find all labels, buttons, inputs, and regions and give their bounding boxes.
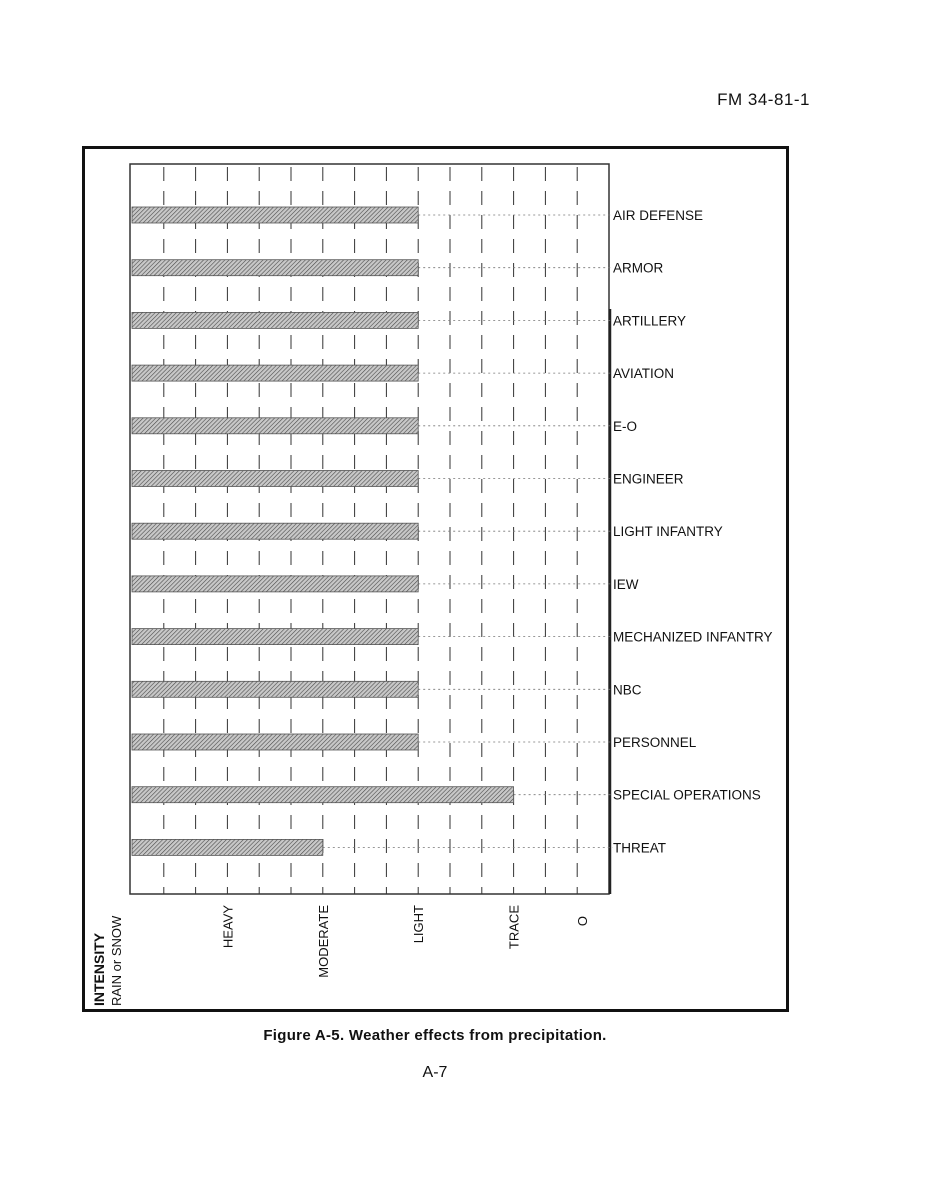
- category-label: ENGINEER: [613, 471, 684, 487]
- axis-title-intensity: INTENSITY: [91, 932, 107, 1006]
- category-label: AVIATION: [613, 366, 675, 382]
- category-label: THREAT: [613, 840, 666, 856]
- x-tick-label: HEAVY: [220, 905, 236, 949]
- bar-personnel: [132, 734, 418, 750]
- category-label: PERSONNEL: [613, 735, 697, 750]
- category-label: ARTILLERY: [613, 313, 687, 329]
- bar-air-defense: [132, 207, 418, 223]
- precipitation-chart: [85, 149, 786, 1009]
- category-label: NBC: [613, 682, 642, 698]
- bar-iew: [132, 576, 418, 592]
- bar-e-o: [132, 418, 418, 434]
- bar-threat: [132, 839, 323, 855]
- bar-mechanized-infantry: [132, 629, 418, 645]
- category-label: LIGHT INFANTRY: [613, 524, 723, 540]
- category-label: ARMOR: [613, 260, 664, 276]
- bar-light-infantry: [132, 523, 418, 539]
- x-tick-label: O: [575, 916, 590, 927]
- bar-aviation: [132, 365, 418, 381]
- category-label: SPECIAL OPERATIONS: [613, 787, 761, 803]
- page-number: A-7: [422, 1064, 448, 1081]
- figure-caption: Figure A-5. Weather effects from precipitation.: [263, 1027, 607, 1044]
- bar-special-operations: [132, 787, 514, 803]
- bar-nbc: [132, 681, 418, 697]
- category-label: MECHANIZED INFANTRY: [613, 629, 773, 645]
- axis-subtitle-rain-snow: RAIN or SNOW: [109, 915, 124, 1006]
- category-label: E-O: [613, 418, 638, 434]
- category-label: IEW: [613, 576, 639, 592]
- figure-frame: [82, 146, 789, 1012]
- x-tick-label: LIGHT: [411, 905, 427, 944]
- bar-armor: [132, 260, 418, 276]
- x-tick-label: TRACE: [506, 905, 522, 950]
- document-id: FM 34-81-1: [717, 90, 810, 109]
- bar-engineer: [132, 471, 418, 487]
- category-label: AIR DEFENSE: [613, 208, 704, 223]
- x-tick-label: MODERATE: [315, 905, 331, 978]
- bar-artillery: [132, 312, 418, 328]
